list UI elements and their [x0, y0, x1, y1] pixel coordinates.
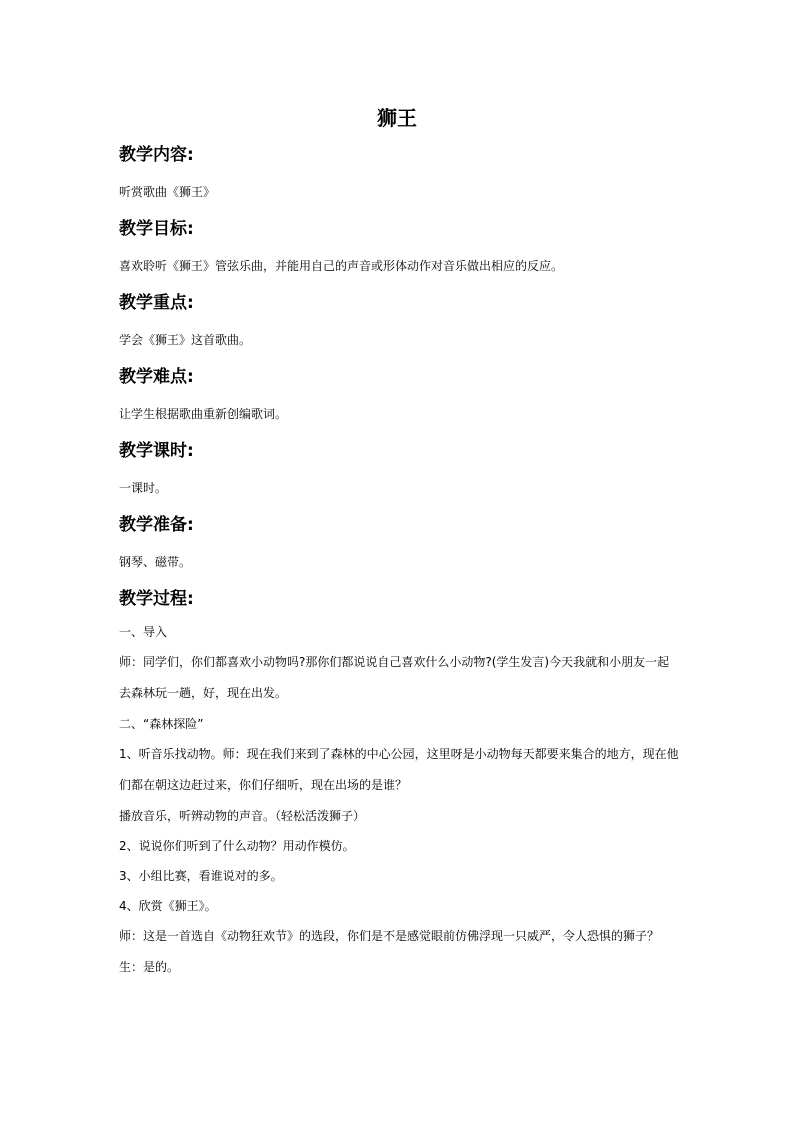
section-heading: 教学课时: [119, 441, 194, 461]
section-body: 喜欢聆听《狮王》管弦乐曲，并能用自己的声音或形体动作对音乐做出相应的反应。 [119, 259, 564, 273]
section-heading: 教学准备: [119, 515, 194, 535]
process-paragraph: 播放音乐，听辨动物的声音。（轻松活泼狮子） [119, 809, 366, 823]
process-paragraph: 2、说说你们听到了什么动物？用动作模仿。 [119, 839, 355, 853]
process-paragraph: 一、导入 [119, 625, 168, 639]
section-body: 听赏歌曲《狮王》 [119, 185, 216, 199]
section-heading: 教学重点: [119, 293, 194, 313]
document-content [119, 143, 679, 988]
process-paragraph: 二、“森林探险” [119, 717, 204, 731]
section-process [119, 587, 679, 976]
section-preparation [119, 513, 679, 571]
section-key-points [119, 291, 679, 349]
process-paragraph: 生：是的。 [119, 960, 180, 974]
section-heading: 教学内容: [119, 145, 194, 165]
document-title: 狮王 [377, 106, 417, 130]
process-paragraph: 1、听音乐找动物。师：现在我们来到了森林的中心公园，这里呀是小动物每天都要来集合的地方，现在他们都在朝这边赶过来，你们仔细听，现在出场的是谁？ [119, 747, 679, 792]
process-paragraph: 3、小组比赛，看谁说对的多。 [119, 869, 283, 883]
section-body: 让学生根据歌曲重新创编歌词。 [119, 407, 288, 421]
section-heading: 教学目标: [119, 219, 194, 239]
section-body: 钢琴、磁带。 [119, 555, 192, 569]
section-periods [119, 439, 679, 497]
section-heading: 教学过程: [119, 589, 194, 609]
section-body: 一课时。 [119, 481, 168, 495]
section-objectives [119, 217, 679, 275]
process-paragraph: 4、欣赏《狮王》。 [119, 899, 217, 913]
section-content [119, 143, 679, 201]
section-difficulties [119, 365, 679, 423]
section-heading: 教学难点: [119, 367, 194, 387]
section-body: 学会《狮王》这首歌曲。 [119, 333, 252, 347]
process-paragraph: 师：这是一首选自《动物狂欢节》的选段，你们是不是感觉眼前仿佛浮现一只威严，令人恐惧的狮子？ [119, 929, 660, 943]
process-paragraph: 师：同学们，你们都喜欢小动物吗?那你们都说说自己喜欢什么小动物?(学生发言)今天我就和小朋友一起去森林玩一趟，好，现在出发。 [119, 655, 670, 700]
